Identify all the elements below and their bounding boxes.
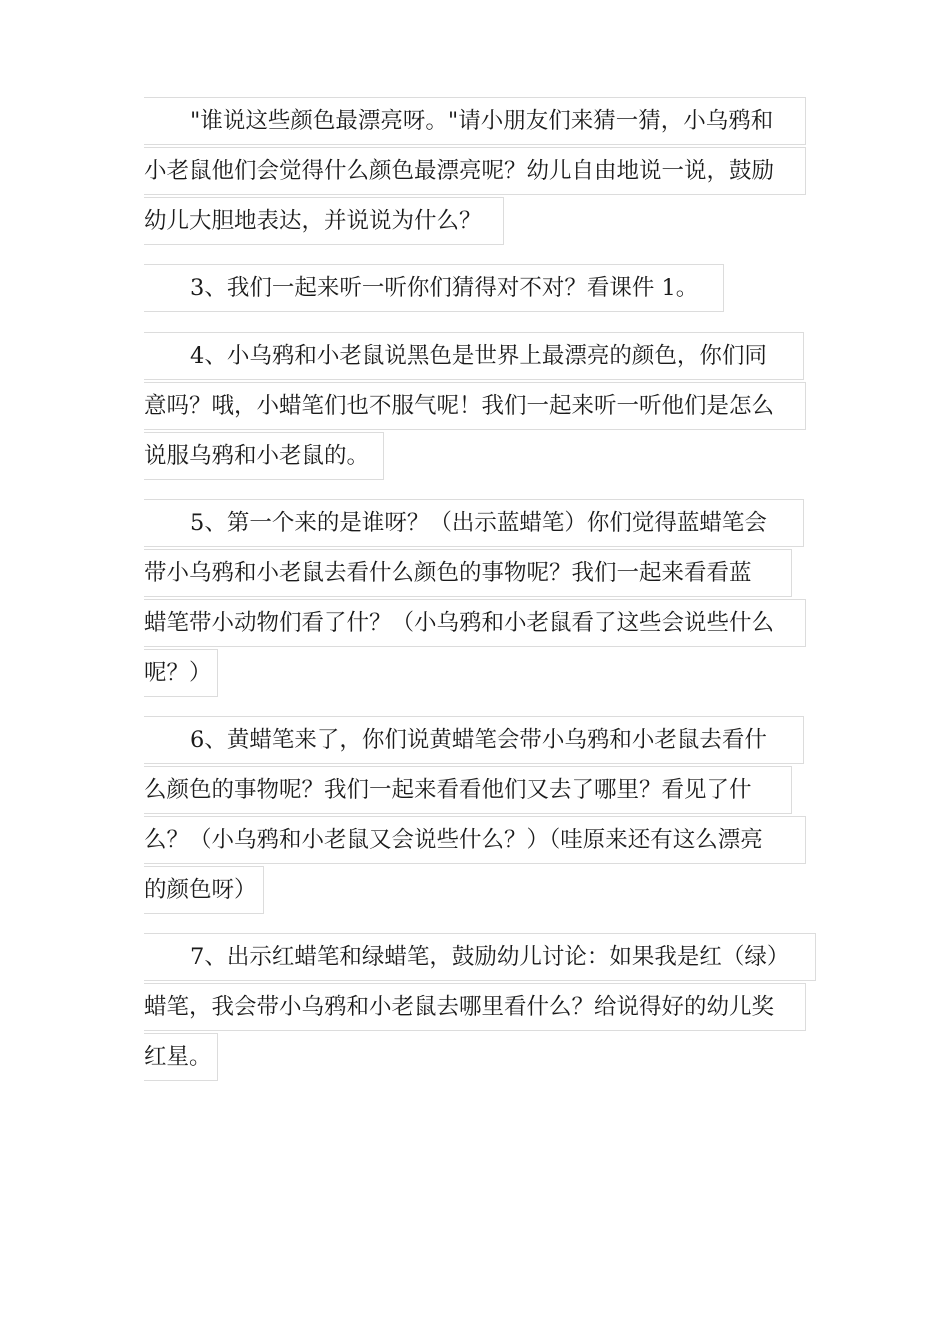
text-line: 7、出示红蜡笔和绿蜡笔，鼓励幼儿讨论：如果我是红（绿） [144,933,816,981]
text-line: 红星。 [144,1033,218,1081]
text-line: 呢？） [144,649,218,697]
text-line: 小老鼠他们会觉得什么颜色最漂亮呢？幼儿自由地说一说，鼓励 [144,147,806,195]
text-line: 说服乌鸦和小老鼠的。 [144,432,384,480]
text-line: 蜡笔带小动物们看了什？（小乌鸦和小老鼠看了这些会说些什么 [144,599,806,647]
text-line: 3、我们一起来听一听你们猜得对不对？看课件 1。 [144,264,724,312]
text-line: 的颜色呀） [144,866,264,914]
text-line: 意吗？哦，小蜡笔们也不服气呢！我们一起来听一听他们是怎么 [144,382,806,430]
text-line: 带小乌鸦和小老鼠去看什么颜色的事物呢？我们一起来看看蓝 [144,549,792,597]
text-line: 6、黄蜡笔来了，你们说黄蜡笔会带小乌鸦和小老鼠去看什 [144,716,804,764]
paragraph-intro [144,97,806,247]
text-line: 5、第一个来的是谁呀？（出示蓝蜡笔）你们觉得蓝蜡笔会 [144,499,804,547]
text-line: 幼儿大胆地表达，并说说为什么？ [144,197,504,245]
text-line: "谁说这些颜色最漂亮呀。"请小朋友们来猜一猜，小乌鸦和 [144,97,806,145]
paragraph-step-6 [144,716,806,916]
text-line: 蜡笔，我会带小乌鸦和小老鼠去哪里看什么？给说得好的幼儿奖 [144,983,806,1031]
text-line: 么？（小乌鸦和小老鼠又会说些什么？）（哇原来还有这么漂亮 [144,816,806,864]
paragraph-step-3 [144,264,724,314]
paragraph-step-5 [144,499,806,699]
paragraph-step-7 [144,933,816,1083]
paragraph-step-4 [144,332,806,482]
text-line: 么颜色的事物呢？我们一起来看看他们又去了哪里？看见了什 [144,766,792,814]
text-line: 4、小乌鸦和小老鼠说黑色是世界上最漂亮的颜色，你们同 [144,332,804,380]
